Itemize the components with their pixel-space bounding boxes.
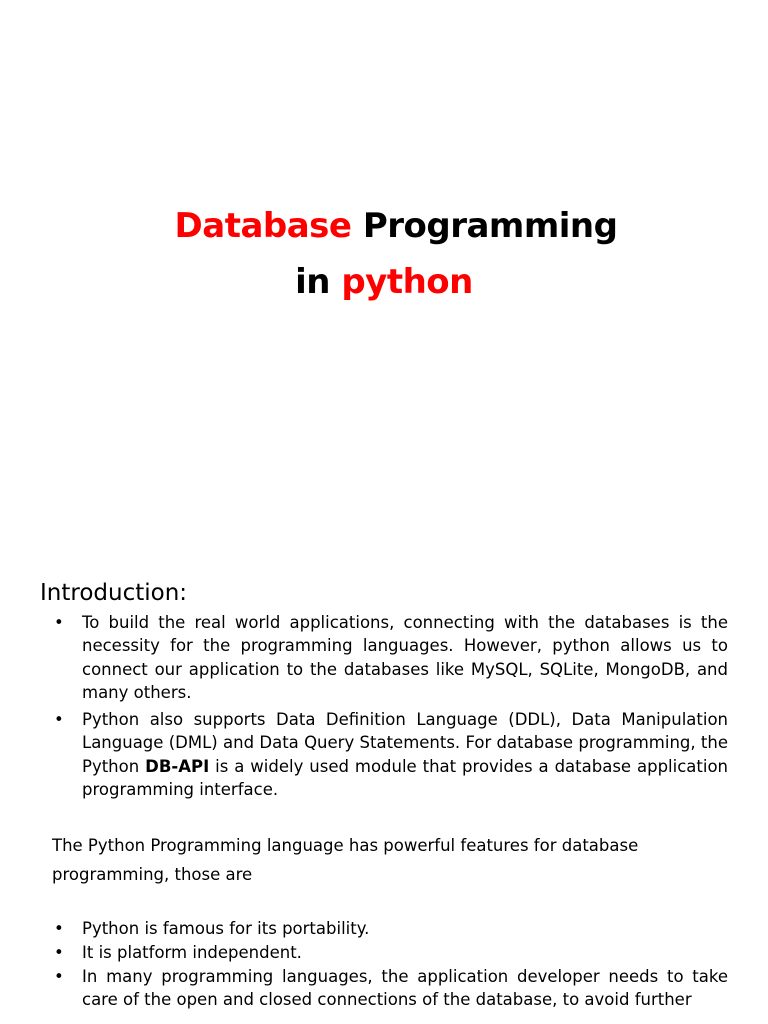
bullet-icon: • [54, 942, 64, 962]
features-list [52, 917, 728, 1011]
list-item [52, 941, 728, 964]
title-line-2 [0, 254, 768, 310]
title-highlight-database: Database [174, 206, 352, 246]
intro-item-2-text-before: Python also supports Data Definition Language (DDL), Data Manipulation Language (DML) and Data Query Statements. For database programming, the Python [82, 710, 728, 776]
bullet-icon: • [54, 613, 64, 632]
bullet-icon: • [54, 919, 64, 938]
feature-item-1-text: Python is famous for its portability. [82, 919, 370, 938]
introduction-list [52, 611, 728, 801]
bullet-icon: • [54, 710, 64, 730]
list-item [52, 917, 728, 940]
page-title [0, 198, 768, 310]
features-intro-paragraph: The Python Programming language has powerful features for database programming, those are [52, 836, 639, 884]
title-line-1 [0, 198, 768, 254]
bullet-icon: • [54, 966, 64, 986]
intro-item-2-text-after: is a widely used module that provides a database application programming interface. [82, 756, 728, 800]
title-highlight-python: python [341, 262, 473, 302]
introduction-heading: Introduction: [40, 580, 188, 606]
list-item [52, 611, 728, 704]
db-api-term: DB-API [145, 756, 210, 776]
intro-item-1-text: To build the real world applications, connecting with the databases is the necessity for the programming languages. However, python allows us to connect our application to the databases like MySQL, SQLite, MongoDB, and many others. [82, 613, 728, 702]
title-rest-programming: Programming [351, 206, 618, 246]
feature-item-3-text: In many programming languages, the application developer needs to take care of the open and closed connections of the database, to avoid further [82, 966, 728, 1009]
feature-item-2-text: It is platform independent. [82, 942, 302, 962]
list-item [52, 708, 728, 801]
list-item [52, 965, 728, 1012]
title-prefix-in: in [295, 262, 342, 302]
